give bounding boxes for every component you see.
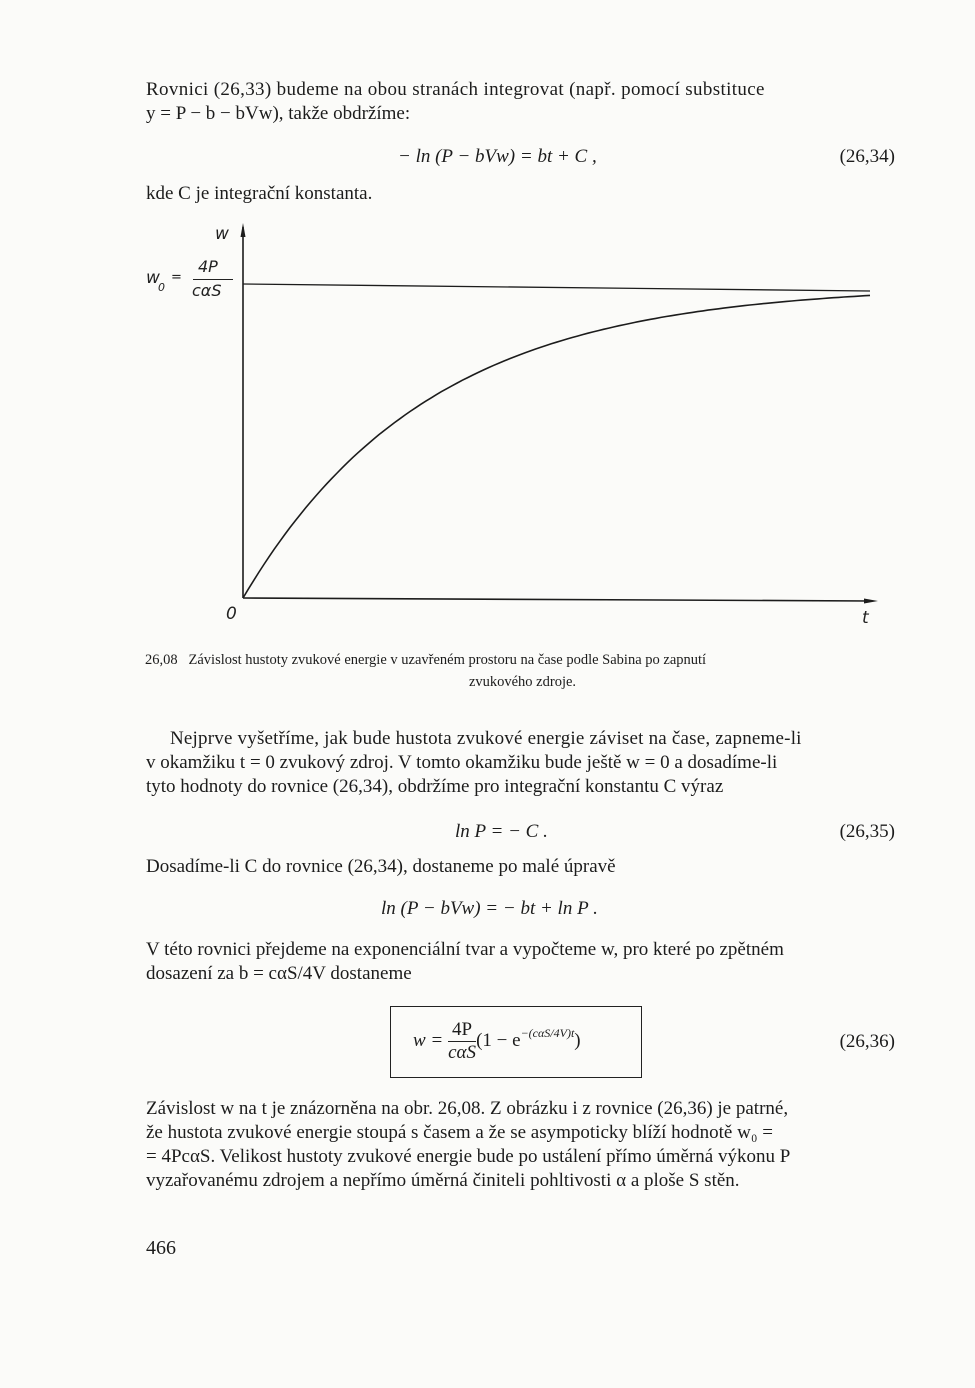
substitution-line: Dosadíme-li C do rovnice (26,34), dostaneme po malé úpravě xyxy=(146,856,616,877)
paragraph1-line2: y = P − b − bVw), takže obdržíme: xyxy=(146,103,411,124)
page-number: 466 xyxy=(146,1237,176,1259)
equation-26-36-denominator: cαS xyxy=(448,1042,476,1063)
origin-label: 0 xyxy=(226,604,237,624)
paragraph2-line1: Nejprve vyšetříme, jak bude hustota zvukové energie záviset na čase, zapneme-li xyxy=(170,728,802,749)
x-axis-label: t xyxy=(862,608,869,628)
paragraph3-line1: V této rovnici přejdeme na exponenciální tvar a vypočteme w, pro které po zpětném xyxy=(146,939,784,960)
paragraph4-line1: Závislost w na t je znázorněna na obr. 26,08. Z obrázku i z rovnice (26,36) je patrné, xyxy=(146,1098,789,1119)
equation-26-36-numerator: 4P xyxy=(448,1019,476,1042)
energy-density-curve xyxy=(243,295,870,598)
equation-number-26-34: (26,34) xyxy=(839,146,895,167)
paragraph2-line3: tyto hodnoty do rovnice (26,34), obdržíme pro integrační konstantu C výraz xyxy=(146,776,724,797)
equation-26-36-paren-open: (1 − e xyxy=(476,1029,521,1051)
equation-26-36-fraction xyxy=(448,1019,476,1064)
integration-constant-line: kde C je integrační konstanta. xyxy=(146,183,373,204)
equation-26-36-exponent: −(cαS/4V)t xyxy=(520,1025,575,1040)
paragraph1-line1: Rovnici (26,33) budeme na obou stranách integrovat (např. pomocí substituce xyxy=(146,79,765,100)
asymptote-label xyxy=(146,255,238,311)
equation-26-35: ln P = − C . xyxy=(455,821,548,842)
asymptote-line xyxy=(243,284,870,291)
equation-number-26-36: (26,36) xyxy=(839,1031,895,1052)
paragraph2-line2: v okamžiku t = 0 zvukový zdroj. V tomto okamžiku bude ještě w = 0 a dosadíme-li xyxy=(146,752,778,773)
equation-26-36-paren-close: ) xyxy=(574,1029,581,1051)
paragraph3-line2: dosazení za b = cαS/4V dostaneme xyxy=(146,963,412,984)
figure-26-08 xyxy=(140,215,900,635)
asymptote-label-eq: = xyxy=(171,270,182,285)
caption-line2: zvukového zdroje. xyxy=(468,674,577,690)
asymptote-label-den: cαS xyxy=(192,281,222,300)
asymptote-fraction-bar xyxy=(193,279,233,280)
paragraph4-line2: že hustota zvukové energie stoupá s časem a že se asympoticky blíží hodnotě w₀ = xyxy=(146,1122,773,1143)
equation-number-26-35: (26,35) xyxy=(839,821,895,842)
caption-line1 xyxy=(145,650,706,670)
asymptote-label-sub: 0 xyxy=(158,281,165,294)
boxed-equation-26-36 xyxy=(390,1006,642,1078)
equation-26-36-lhs: w = xyxy=(413,1029,444,1051)
paragraph4-line4: vyzařovanému zdrojem a nepřímo úměrná činiteli pohltivosti α a ploše S stěn. xyxy=(146,1170,740,1191)
equation-unnumbered: ln (P − bVw) = − bt + ln P . xyxy=(381,898,598,919)
caption-text-line1: Závislost hustoty zvukové energie v uzavřeném prostoru na čase podle Sabina po zapnutí xyxy=(188,652,707,668)
asymptote-label-w: w xyxy=(146,268,160,288)
y-axis-arrow-icon xyxy=(241,223,246,237)
sabin-curve-plot xyxy=(140,215,900,635)
x-axis-arrow-icon xyxy=(864,599,878,604)
y-axis-label: w xyxy=(215,224,229,244)
asymptote-label-num: 4P xyxy=(198,257,218,276)
x-axis xyxy=(243,598,870,601)
equation-26-34: − ln (P − bVw) = bt + C , xyxy=(398,146,597,167)
equation-26-36-body xyxy=(413,1019,581,1064)
paragraph4-line3: = 4PcαS. Velikost hustoty zvukové energie bude po ustálení přímo úměrná výkonu P xyxy=(146,1146,791,1167)
caption-number: 26,08 xyxy=(145,652,178,668)
